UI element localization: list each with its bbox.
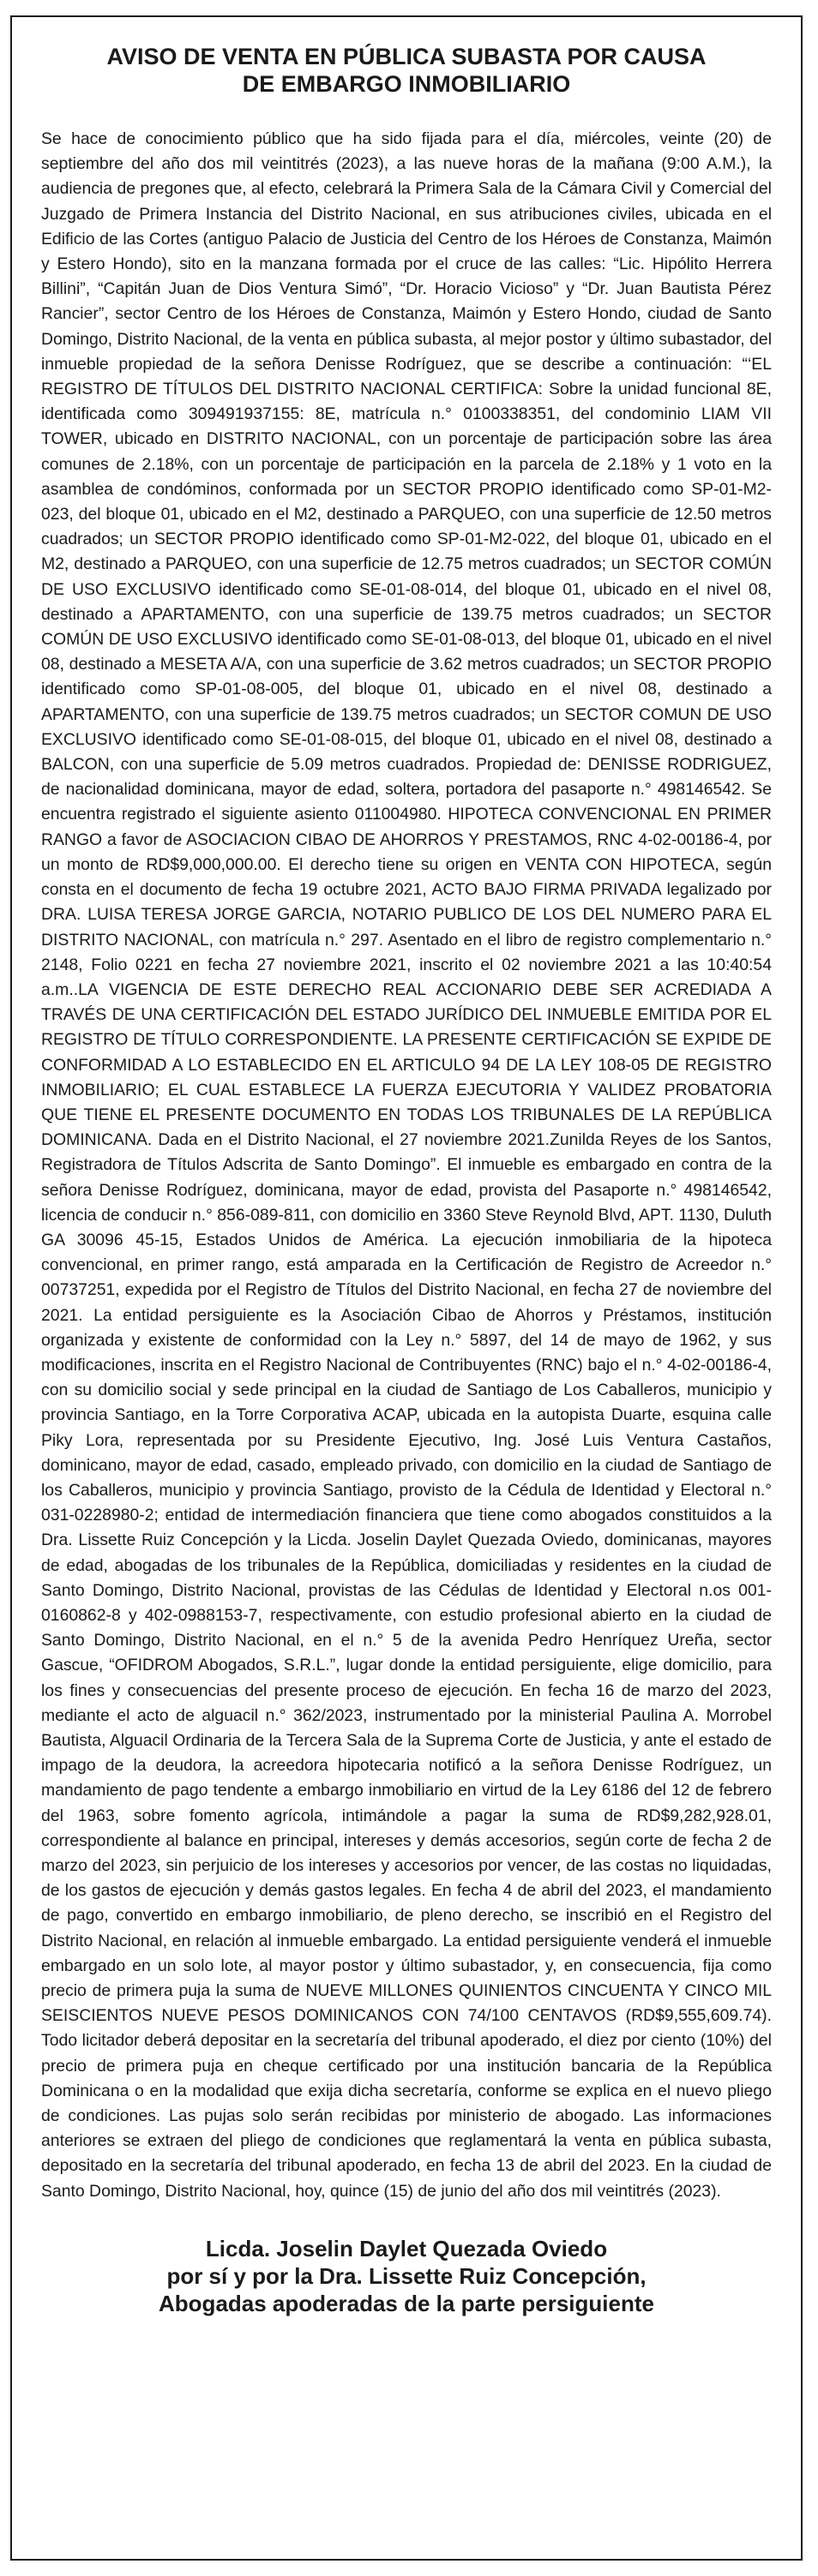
signature-line-1: Licda. Joselin Daylet Quezada Oviedo: [205, 2235, 608, 2261]
title-line-2: DE EMBARGO INMOBILIARIO: [242, 71, 571, 97]
notice-content: [12, 17, 801, 2317]
signature-line-2: por sí y por la Dra. Lissette Ruiz Concepción,: [166, 2262, 647, 2289]
signature-line-3: Abogadas apoderadas de la parte persiguiente: [159, 2290, 654, 2316]
notice-frame: [10, 15, 803, 2561]
title-line-1: AVISO DE VENTA EN PÚBLICA SUBASTA POR CAUSA: [106, 44, 707, 69]
notice-title: [41, 43, 772, 98]
signature-block: [41, 2235, 772, 2317]
notice-body: Se hace de conocimiento público que ha sido fijada para el día, miércoles, veinte (20) de septiembre del año dos mil veintitrés (2023), a las nueve horas de la mañana (9:00 A.M.), la audiencia de pregones que, al efecto, celebrará la Primera Sala de la Cámara Civil y Comercial del Juzgado de Primera Instancia del Distrito Nacional, en sus atribuciones civiles, ubicada en el Edificio de las Cortes (antiguo Palacio de Justicia del Centro de los Héroes de Constanza, Maimón y Estero Hondo), sito en la manzana formada por el cruce de las calles: “Lic. Hipólito Herrera Billini”, “Capitán Juan de Dios Ventura Simó”, “Dr. Horacio Vicioso” y “Dr. Juan Bautista Pérez Rancier”, sector Centro de los Héroes de Constanza, Maimón y Estero Hondo, ciudad de Santo Domingo, Distrito Nacional, de la venta en pública subasta, al mejor postor y último subastador, del inmueble propiedad de la señora Denisse Rodríguez, que se describe a continuación: “‘EL REGISTRO DE TÍTULOS DEL DISTRITO NACIONAL CERTIFICA: Sobre la unidad funcional 8E, identificada como 309491937155: 8E, matrícula n.° 0100338351, del condominio LIAM VII TOWER, ubicado en DISTRITO NACIONAL, con un porcentaje de participación sobre las área comunes de 2.18%, con un porcentaje de participación en la parcela de 2.18% y 1 voto en la asamblea de condóminos, conformada por un SECTOR PROPIO identificado como SP-01-M2-023, del bloque 01, ubicado en el M2, destinado a PARQUEO, con una superficie de 12.50 metros cuadrados; un SECTOR PROPIO identificado como SP-01-M2-022, del bloque 01, ubicado en el M2, destinado a PARQUEO, con una superficie de 12.75 metros cuadrados; un SECTOR COMÚN DE USO EXCLUSIVO identificado como SE-01-08-014, del bloque 01, ubicado en el nivel 08, destinado a APARTAMENTO, con una superficie de 139.75 metros cuadrados; un SECTOR COMÚN DE USO EXCLUSIVO identificado como SE-01-08-013, del bloque 01, ubicado en el nivel 08, destinado a MESETA A/A, con una superficie de 3.62 metros cuadrados; un SECTOR PROPIO identificado como SP-01-08-005, del bloque 01, ubicado en el nivel 08, destinado a APARTAMENTO, con una superficie de 139.75 metros cuadrados; un SECTOR COMUN DE USO EXCLUSIVO identificado como SE-01-08-015, del bloque 01, ubicado en el nivel 08, destinado a BALCON, con una superficie de 5.09 metros cuadrados. Propiedad de: DENISSE RODRIGUEZ, de nacionalidad dominicana, mayor de edad, soltera, portadora del pasaporte n.° 498146542. Se encuentra registrado el siguiente asiento 011004980. HIPOTECA CONVENCIONAL EN PRIMER RANGO a favor de ASOCIACION CIBAO DE AHORROS Y PRESTAMOS, RNC 4-02-00186-4, por un monto de RD$9,000,000.00. El derecho tiene su origen en VENTA CON HIPOTECA, según consta en el documento de fecha 19 octubre 2021, ACTO BAJO FIRMA PRIVADA legalizado por DRA. LUISA TERESA JORGE GARCIA, NOTARIO PUBLICO DE LOS DEL NUMERO PARA EL DISTRITO NACIONAL, con matrícula n.° 297. Asentado en el libro de registro complementario n.° 2148, Folio 0221 en fecha 27 noviembre 2021, inscrito el 02 noviembre 2021 a las 10:40:54 a.m..LA VIGENCIA DE ESTE DERECHO REAL ACCIONARIO DEBE SER ACREDIADA A TRAVÉS DE UNA CERTIFICACIÓN DEL ESTADO JURÍDICO DEL INMUEBLE EMITIDA POR EL REGISTRO DE TÍTULO CORRESPONDIENTE. LA PRESENTE CERTIFICACIÓN SE EXPIDE DE CONFORMIDAD A LO ESTABLECIDO EN EL ARTICULO 94 DE LA LEY 108-05 DE REGISTRO INMOBILIARIO; EL CUAL ESTABLECE LA FUERZA EJECUTORIA Y VALIDEZ PROBATORIA QUE TIENE EL PRESENTE DOCUMENTO EN TODAS LOS TRIBUNALES DE LA REPÚBLICA DOMINICANA. Dada en el Distrito Nacional, el 27 noviembre 2021.Zunilda Reyes de los Santos, Registradora de Títulos Adscrita de Santo Domingo”. El inmueble es embargado en contra de la señora Denisse Rodríguez, dominicana, mayor de edad, provista del Pasaporte n.° 498146542, licencia de conducir n.° 856-089-811, con domicilio en 3360 Steve Reynold Blvd, APT. 1130, Duluth GA 30096 45-15, Estados Unidos de América. La ejecución inmobiliaria de la hipoteca convencional, en primer rango, está amparada en la Certificación de Registro de Acreedor n.° 00737251, expedida por el Registro de Títulos del Distrito Nacional, en fecha 27 de noviembre del 2021. La entidad persiguiente es la Asociación Cibao de Ahorros y Préstamos, institución organizada y existente de conformidad con la Ley n.° 5897, del 14 de mayo de 1962, y sus modificaciones, inscrita en el Registro Nacional de Contribuyentes (RNC) bajo el n.° 4-02-00186-4, con su domicilio social y sede principal en la ciudad de Santiago de Los Caballeros, municipio y provincia Santiago, en la Torre Corporativa ACAP, ubicada en la autopista Duarte, esquina calle Piky Lora, representada por su Presidente Ejecutivo, Ing. José Luis Ventura Castaños, dominicano, mayor de edad, casado, empleado privado, con domicilio en la ciudad de Santiago de los Caballeros, municipio y provincia Santiago, provisto de la Cédula de Identidad y Electoral n.° 031-0228980-2; entidad de intermediación financiera que tiene como abogados constituidos a la Dra. Lissette Ruiz Concepción y la Licda. Joselin Daylet Quezada Oviedo, dominicanas, mayores de edad, abogadas de los tribunales de la República, domiciliadas y residentes en la ciudad de Santo Domingo, Distrito Nacional, provistas de las Cédulas de Identidad y Electoral n.os 001-0160862-8 y 402-0988153-7, respectivamente, con estudio profesional abierto en la ciudad de Santo Domingo, Distrito Nacional, en el n.° 5 de la avenida Pedro Henríquez Ureña, sector Gascue, “OFIDROM Abogados, S.R.L.”, lugar donde la entidad persiguiente, elige domicilio, para los fines y consecuencias del presente proceso de ejecución. En fecha 16 de marzo del 2023, mediante el acto de alguacil n.° 362/2023, instrumentado por la ministerial Paulina A. Morrobel Bautista, Alguacil Ordinaria de la Tercera Sala de la Suprema Corte de Justicia, y ante el estado de impago de la deudora, la acreedora hipotecaria notificó a la señora Denisse Rodríguez, un mandamiento de pago tendente a embargo inmobiliario en virtud de la Ley 6186 del 12 de febrero del 1963, sobre fomento agrícola, intimándole a pagar la suma de RD$9,282,928.01, correspondiente al balance en principal, intereses y demás accesorios, según corte de fecha 2 de marzo del 2023, sin perjuicio de los intereses y accesorios por vencer, de las costas no liquidadas, de los gastos de ejecución y demás gastos legales. En fecha 4 de abril del 2023, el mandamiento de pago, convertido en embargo inmobiliario, de pleno derecho, se inscribió en el Registro del Distrito Nacional, en relación al inmueble embargado. La entidad persiguiente venderá el inmueble embargado en un solo lote, al mayor postor y último subastador, y, en consecuencia, fija como precio de primera puja la suma de NUEVE MILLONES QUINIENTOS CINCUENTA Y CINCO MIL SEISCIENTOS NUEVE PESOS DOMINICANOS CON 74/100 CENTAVOS (RD$9,555,609.74). Todo licitador deberá depositar en la secretaría del tribunal apoderado, el diez por ciento (10%) del precio de primera puja en cheque certificado por una institución bancaria de la República Dominicana o en la modalidad que exija dicha secretaría, conforme se explica en el nuevo pliego de condiciones. Las pujas solo serán recibidas por ministerio de abogado. Las informaciones anteriores se extraen del pliego de condiciones que reglamentará la venta en pública subasta, depositado en la secretaría del tribunal apoderado, en fecha 13 de abril del 2023. En la ciudad de Santo Domingo, Distrito Nacional, hoy, quince (15) de junio del año dos mil veintitrés (2023).: [41, 129, 772, 2201]
